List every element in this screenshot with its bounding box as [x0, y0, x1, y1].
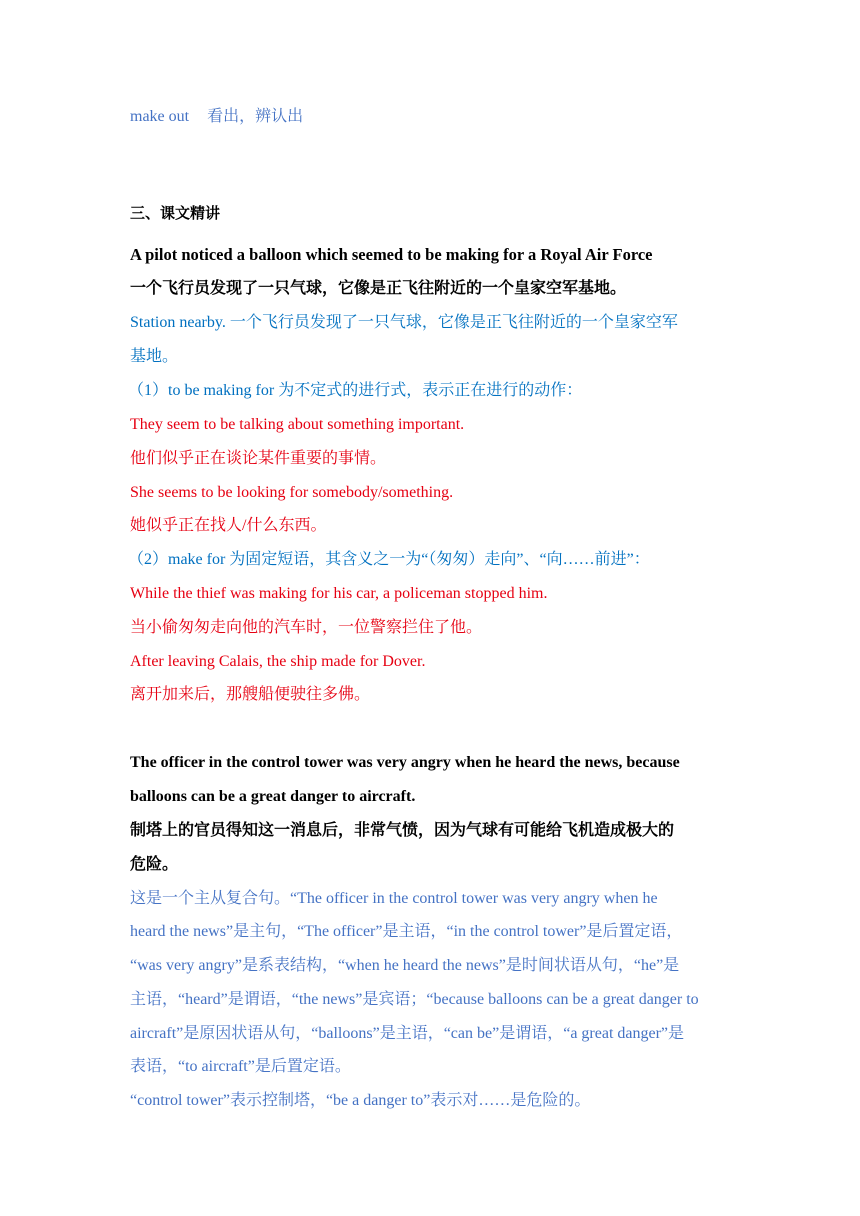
- sentence1-english: A pilot noticed a balloon which seemed to be making for a Royal Air Force: [130, 245, 653, 264]
- example-3-chinese: 当小偷匆匆走向他的汽车时，一位警察拦住了他。: [130, 619, 483, 636]
- sentence2-english-2: balloons can be a great danger to aircraft.: [130, 788, 416, 805]
- vocab-term: make out: [130, 108, 190, 125]
- example-2-english: She seems to be looking for somebody/something.: [130, 484, 454, 501]
- analysis-line: heard the news”是主句，“The officer”是主语，“in the control tower”是后置定语，: [130, 923, 683, 940]
- analysis-line: aircraft”是原因状语从句，“balloons”是主语，“can be”是谓语，“a great danger”是: [130, 1025, 685, 1042]
- note-2: （2）make for 为固定短语，其含义之一为“（匆匆）走向”、“向……前进”：: [128, 551, 650, 568]
- analysis-line: “was very angry”是系表结构，“when he heard the news”是时间状语从句，“he”是: [130, 957, 680, 974]
- sentence1-chinese: 一个飞行员发现了一只气球，它像是正飞往附近的一个皇家空军基地。: [130, 280, 627, 297]
- example-1-english: They seem to be talking about something important.: [130, 416, 465, 433]
- note-1: （1）to be making for 为不定式的进行式，表示正在进行的动作：: [128, 382, 583, 399]
- example-2-chinese: 她似乎正在找人/什么东西。: [130, 517, 327, 534]
- sentence1-continuation-2: 基地。: [130, 348, 179, 365]
- vocab-line: [130, 107, 303, 127]
- sentence2-english: The officer in the control tower was very angry when he heard the news, because: [130, 754, 680, 771]
- sentence2-chinese-2: 危险。: [130, 856, 179, 873]
- example-4-chinese: 离开加来后，那艘船便驶往多佛。: [130, 686, 371, 703]
- vocab-meaning: 看出，辨认出: [207, 108, 304, 125]
- section-heading: 三、课文精讲: [130, 206, 221, 222]
- analysis-line: 表语，“to aircraft”是后置定语。: [130, 1058, 351, 1075]
- analysis-line: 这是一个主从复合句。“The officer in the control tower was very angry when he: [130, 890, 658, 907]
- example-4-english: After leaving Calais, the ship made for Dover.: [130, 653, 426, 670]
- analysis-line: “control tower”表示控制塔，“be a danger to”表示对……是危险的。: [130, 1092, 591, 1109]
- analysis-line: 主语，“heard”是谓语，“the news”是宾语；“because balloons can be a great danger to: [130, 991, 699, 1008]
- example-3-english: While the thief was making for his car, a policeman stopped him.: [130, 585, 548, 602]
- sentence1-continuation: Station nearby. 一个飞行员发现了一只气球，它像是正飞往附近的一个皇家空军: [130, 314, 678, 331]
- example-1-chinese: 他们似乎正在谈论某件重要的事情。: [130, 450, 387, 467]
- sentence2-chinese: 制塔上的官员得知这一消息后，非常气愤，因为气球有可能给飞机造成极大的: [130, 822, 675, 839]
